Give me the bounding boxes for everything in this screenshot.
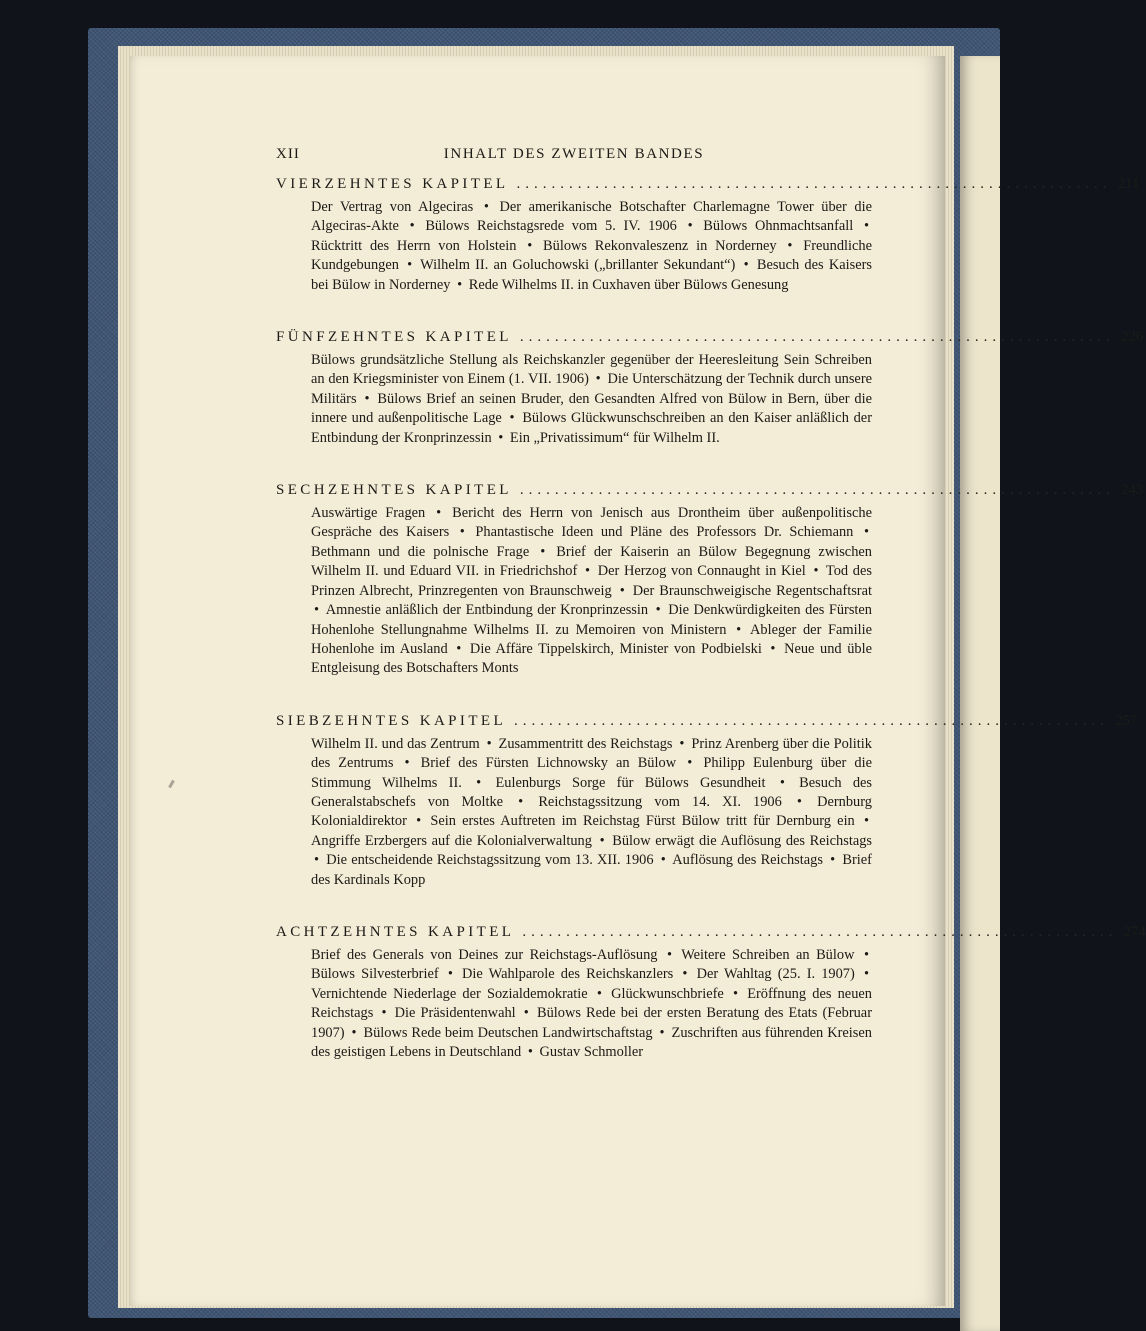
item-separator: • <box>660 852 666 869</box>
summary-item: Gustav Schmoller <box>539 1044 644 1060</box>
item-separator: • <box>509 410 515 427</box>
summary-item: Bülows Rede bei der ersten Beratung des Etats (Februar 1907) <box>311 1005 872 1041</box>
item-separator: • <box>498 429 504 446</box>
summary-item: Die Unterschätzung der Technik durch unsere Militärs <box>311 371 873 407</box>
item-separator: • <box>409 218 415 235</box>
chapter-title: FÜNFZEHNTES KAPITEL <box>276 329 512 346</box>
summary-item: Wilhelm II. und das Zentrum <box>311 735 480 752</box>
summary-item: Brief der Kaiserin an Bülow Begegnung zwischen Wilhelm II. und Eduard VII. in Friedrichshof <box>311 543 872 580</box>
toc-entry <box>276 712 1138 890</box>
item-separator: • <box>381 1005 387 1022</box>
dot-leader: .................................................................... <box>514 712 1110 729</box>
item-separator: • <box>540 543 546 560</box>
summary-item: Sein erstes Auftreten im Reichstag Fürst Bülow tritt für Dernburg ein <box>430 813 855 830</box>
dot-leader: .................................................................... <box>516 176 1112 192</box>
item-separator: • <box>595 371 601 388</box>
chapter-summary <box>311 198 872 295</box>
chapter-page-number: 226 <box>1120 329 1144 346</box>
item-separator: • <box>457 276 463 293</box>
item-separator: • <box>770 640 776 657</box>
item-separator: • <box>796 793 802 810</box>
summary-item: Neue und üble Entgleisung des Botschafters Monts <box>311 640 872 677</box>
toc-entry <box>276 482 1144 679</box>
summary-item: Reichstagssitzung vom 14. XI. 1906 <box>538 793 782 810</box>
item-separator: • <box>732 985 738 1002</box>
summary-item: Wilhelm II. an Goluchowski („brillanter Sekundant“) <box>420 257 736 274</box>
summary-item: Bülows Rede beim Deutschen Landwirtschaftstag <box>363 1024 653 1041</box>
item-separator: • <box>459 524 465 541</box>
summary-item: Freundliche Kundgebungen <box>311 237 872 274</box>
item-separator: • <box>787 237 793 254</box>
summary-item: Die Affäre Tippelskirch, Minister von Podbielski <box>469 640 762 657</box>
item-separator: • <box>863 966 869 983</box>
item-separator: • <box>527 237 533 254</box>
chapter-page-number: 257 <box>1115 712 1138 729</box>
chapter-title: ACHTZEHNTES KAPITEL <box>276 923 515 940</box>
item-separator: • <box>655 602 661 619</box>
item-separator: • <box>863 218 869 235</box>
item-separator: • <box>863 524 869 541</box>
summary-item: Bülows Reichstagsrede vom 5. IV. 1906 <box>425 218 677 235</box>
summary-item: Angriffe Erzbergers auf die Kolonialverwaltung <box>311 832 592 849</box>
summary-item: Die Denkwürdigkeiten des Fürsten Hohenlohe Stellungnahme Wilhelms II. zu Memoiren von Ministern <box>311 602 873 638</box>
item-separator: • <box>743 257 749 274</box>
summary-item: Bülows Silvesterbrief <box>311 966 439 983</box>
chapter-page-number: 243 <box>1120 482 1144 499</box>
item-separator: • <box>476 774 482 791</box>
toc-entry <box>276 329 1144 448</box>
summary-item: Vernichtende Niederlage der Sozialdemokratie <box>311 985 588 1002</box>
chapter-heading <box>276 482 1144 504</box>
item-separator: • <box>527 1044 533 1060</box>
dot-leader: .................................................................... <box>519 329 1115 346</box>
item-separator: • <box>416 813 422 830</box>
chapter-title: VIERZEHNTES KAPITEL <box>276 176 509 192</box>
item-separator: • <box>486 735 492 752</box>
item-separator: • <box>679 735 685 752</box>
summary-item: Der Vertrag von Algeciras <box>311 199 474 215</box>
item-separator: • <box>779 774 785 791</box>
item-separator: • <box>596 985 602 1002</box>
summary-item: Bericht des Herrn von Jenisch aus Drontheim über außenpolitische Gespräche des Kaisers <box>311 505 873 541</box>
item-separator: • <box>619 582 625 599</box>
item-separator: • <box>523 1005 529 1022</box>
summary-item: Brief des Kardinals Kopp <box>311 852 872 888</box>
item-separator: • <box>584 563 590 580</box>
summary-item: Die entscheidende Reichstagssitzung vom 13. XII. 1906 <box>326 852 654 869</box>
summary-item: Die Präsidentenwahl <box>394 1005 516 1022</box>
summary-item: Tod des Prinzen Albrecht, Prinzregenten von Braunschweig <box>311 563 872 599</box>
item-separator: • <box>447 966 453 983</box>
item-separator: • <box>863 813 869 830</box>
toc-entry <box>276 923 1146 1062</box>
chapter-summary <box>311 946 872 1062</box>
chapter-heading <box>276 329 1144 351</box>
page-header <box>276 146 872 166</box>
running-title: INHALT DES ZWEITEN BANDES <box>443 146 705 162</box>
summary-item: Eulenburgs Sorge für Bülows Gesundheit <box>495 774 766 791</box>
chapter-title: SECHZEHNTES KAPITEL <box>276 482 512 499</box>
chapter-page-number: 211 <box>1117 176 1140 192</box>
item-separator: • <box>736 621 742 638</box>
summary-item: Bülows Ohnmachtsanfall <box>703 218 854 235</box>
summary-item: Eröffnung des neuen Reichstags <box>311 985 872 1022</box>
item-separator: • <box>599 832 605 849</box>
item-separator: • <box>436 505 442 522</box>
chapter-summary <box>311 735 872 890</box>
dot-leader: .................................................................... <box>519 482 1115 499</box>
item-separator: • <box>863 946 869 963</box>
summary-item: Bülows grundsätzliche Stellung als Reichskanzler gegenüber der Heeresleitung Sein Schreiben an den Kriegsminister von Einem (1. VII. 1906) <box>311 352 872 388</box>
summary-item: Zusammentritt des Reichstags <box>498 735 673 752</box>
table-of-contents <box>276 176 1146 1096</box>
toc-entry <box>276 176 1140 295</box>
summary-item: Der Braunschweigische Regentschaftsrat <box>632 582 872 599</box>
summary-item: Brief des Generals von Deines zur Reichstags-Auflösung <box>311 946 658 963</box>
summary-item: Bethmann und die polnische Frage <box>311 543 530 560</box>
summary-item: Bülows Glückwunschschreiben an den Kaiser anläßlich der Entbindung der Kronprinzessin <box>311 410 872 446</box>
summary-item: Rede Wilhelms II. in Cuxhaven über Bülows Genesung <box>468 276 789 293</box>
chapter-heading <box>276 176 1140 198</box>
chapter-heading <box>276 712 1138 735</box>
summary-item: Dernburg Kolonialdirektor <box>311 793 872 830</box>
item-separator: • <box>830 852 836 869</box>
summary-item: Amnestie anläßlich der Entbindung der Kronprinzessin <box>325 602 649 619</box>
summary-item: Prinz Arenberg über die Politik des Zentrums <box>311 735 872 772</box>
summary-item: Philipp Eulenburg über die Stimmung Wilhelms II. <box>311 755 872 791</box>
summary-item: Bülows Brief an seinen Bruder, den Gesandten Alfred von Bülow in Bern, über die innere und außenpolitische Lage <box>311 390 872 427</box>
summary-item: Der Wahltag (25. I. 1907) <box>696 966 855 983</box>
chapter-title: SIEBZEHNTES KAPITEL <box>276 712 507 729</box>
summary-item: Bülows Rekonvaleszenz in Norderney <box>543 237 777 254</box>
summary-item: Weitere Schreiben an Bülow <box>681 946 855 963</box>
summary-item: Besuch des Kaisers bei Bülow in Norderney <box>311 257 872 293</box>
item-separator: • <box>687 755 693 772</box>
summary-item: Bülow erwägt die Auflösung des Reichstags <box>612 832 872 849</box>
item-separator: • <box>666 946 672 963</box>
summary-item: Besuch des Generalstabschefs von Moltke <box>311 774 873 810</box>
item-separator: • <box>407 257 413 274</box>
item-separator: • <box>404 755 410 772</box>
item-separator: • <box>456 640 462 657</box>
item-separator: • <box>314 852 320 869</box>
summary-item: Der Herzog von Connaught in Kiel <box>597 563 806 580</box>
summary-item: Brief des Fürsten Lichnowsky an Bülow <box>420 755 677 772</box>
summary-item: Auswärtige Fragen <box>311 505 426 522</box>
summary-item: Der amerikanische Botschafter Charlemagne Tower über die Algeciras-Akte <box>311 199 872 235</box>
chapter-heading <box>276 923 1146 946</box>
item-separator: • <box>314 602 320 619</box>
item-separator: • <box>364 390 370 407</box>
summary-item: Auflösung des Reichstags <box>672 852 823 869</box>
chapter-summary <box>311 504 872 679</box>
item-separator: • <box>659 1024 665 1041</box>
page-number: XII <box>276 146 300 162</box>
item-separator: • <box>518 793 524 810</box>
item-separator: • <box>682 966 688 983</box>
dot-leader: .................................................................... <box>522 923 1118 940</box>
summary-item: Die Wahlparole des Reichskanzlers <box>462 966 674 983</box>
summary-item: Phantastische Ideen und Pläne des Professors Dr. Schiemann <box>475 524 854 541</box>
summary-item: Ableger der Familie Hohenlohe im Ausland <box>311 621 872 657</box>
item-separator: • <box>813 563 819 580</box>
summary-item: Ein „Privatissimum“ für Wilhelm II. <box>509 429 720 446</box>
summary-item: Glückwunschbriefe <box>611 985 724 1002</box>
facing-page-edge <box>960 56 1000 1331</box>
chapter-page-number: 274 <box>1123 923 1146 940</box>
chapter-summary <box>311 351 872 448</box>
item-separator: • <box>351 1024 357 1041</box>
summary-item: Zuschriften aus führenden Kreisen des geistigen Lebens in Deutschland <box>311 1024 872 1060</box>
item-separator: • <box>483 199 489 215</box>
item-separator: • <box>687 218 693 235</box>
summary-item: Rücktritt des Herrn von Holstein <box>311 237 517 254</box>
